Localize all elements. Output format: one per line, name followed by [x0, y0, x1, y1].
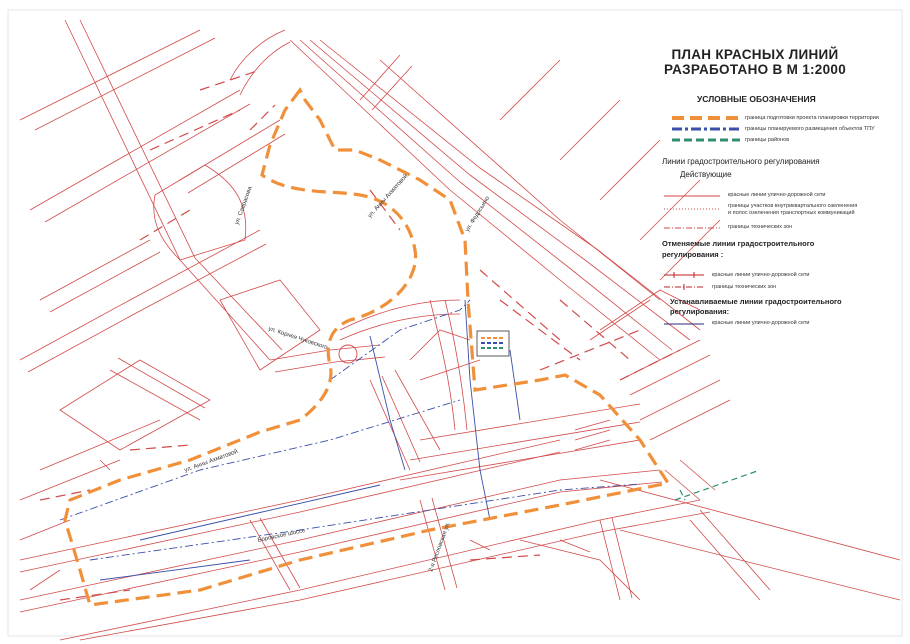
- legend-label-district-boundary: границы районов: [745, 137, 790, 143]
- legend-regulation-header: Линии градостроительного регулирования: [662, 157, 820, 166]
- legend-header: УСЛОВНЫЕ ОБОЗНАЧЕНИЯ: [697, 94, 816, 104]
- legend-swatch-project-boundary: [672, 114, 742, 122]
- legend-label-existing-red: красные линии улично-дорожной сети: [728, 192, 826, 198]
- legend-established-header: Устанавливаемые линии градостроительного регулирования:: [670, 297, 842, 316]
- station-marker: [477, 331, 509, 356]
- street-label-fedosino: ул. Федосьино: [464, 195, 492, 234]
- street-label-akhmatovoy-top: ул. Анны Ахматовой: [367, 173, 410, 220]
- legend-swatch-existing-tech: [664, 225, 720, 231]
- legend-swatch-existing-red: [664, 193, 720, 199]
- street-label-akhmatovoy-bottom: ул. Анны Ахматовой: [183, 448, 239, 474]
- legend-label-cancelled-tech: границы технических зон: [712, 284, 777, 290]
- legend-swatch-cancelled-red: [664, 272, 704, 278]
- legend-swatch-tpu-boundary: [672, 125, 742, 133]
- legend-swatch-cancelled-tech: [664, 284, 704, 290]
- legend-label-established-red: красные линии улично-дорожной сети: [712, 320, 810, 326]
- street-label-savrasova: ул. Саврасова: [234, 185, 254, 226]
- legend-label-cancelled-red: красные линии улично-дорожной сети: [712, 272, 810, 278]
- legend-label-project-boundary: граница подготовки проекта планировки территории: [745, 115, 879, 121]
- legend-swatch-district-boundary: [672, 136, 742, 144]
- legend-cancelled-header: Отменяемые линии градостроительного регулирования :: [662, 239, 815, 259]
- legend-label-tpu-boundary: границы планируемого размещения объектов ТПУ: [745, 126, 875, 132]
- legend-swatch-established-red: [664, 321, 704, 327]
- street-label-borovskoe: Боровское шоссе: [257, 527, 306, 544]
- street-label-chukovskogo: ул. Корнея Чуковского: [267, 326, 329, 352]
- legend-swatch-existing-green: [664, 206, 720, 212]
- street-label-roslovskaya: 2-я Рословская ул.: [428, 521, 452, 573]
- legend-label-existing-tech: границы технических зон: [728, 224, 793, 230]
- legend-label-existing-green: границы участков внутриквартального озеленения и полос озеленения транспортных коммуникаций: [728, 203, 858, 216]
- map-title-line2: РАЗРАБОТАНО В М 1:2000: [663, 62, 847, 77]
- legend-existing-header: Действующие: [680, 170, 732, 179]
- map-title-line1: ПЛАН КРАСНЫХ ЛИНИЙ: [671, 47, 839, 62]
